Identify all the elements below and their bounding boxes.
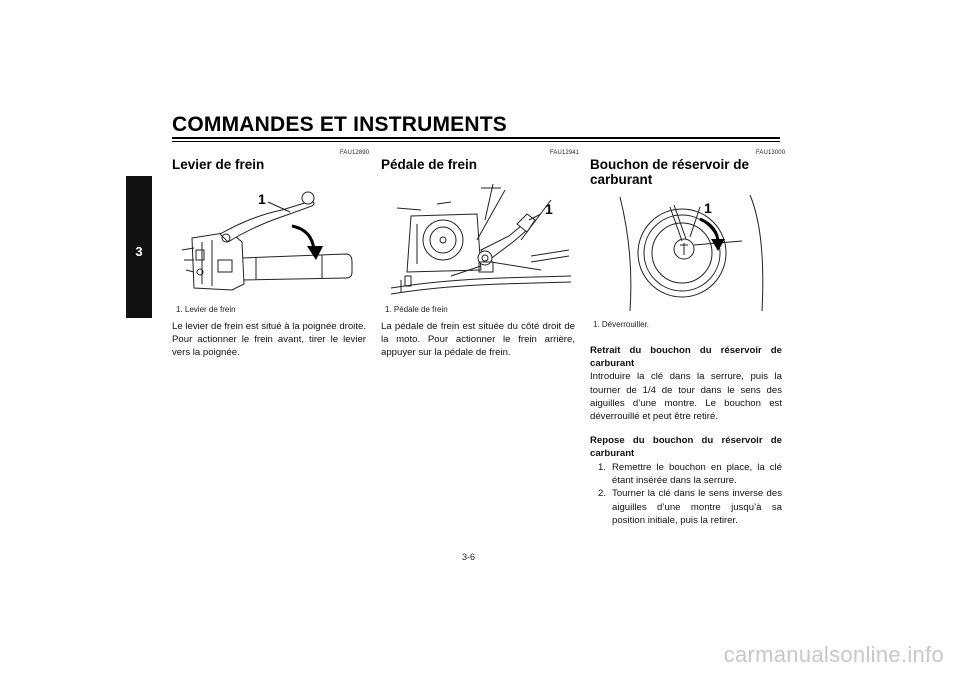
removal-section — [590, 344, 782, 423]
page-number: 3-6 — [462, 552, 476, 562]
removal-title: Retrait du bouchon du réservoir de carburant — [590, 345, 782, 370]
section-heading: Levier de frein — [172, 157, 265, 172]
figure-caption: 1. Levier de frein — [176, 305, 236, 314]
page-title: COMMANDES ET INSTRUMENTS — [172, 113, 507, 136]
list-item — [590, 487, 782, 527]
section-body — [381, 320, 575, 360]
step-text: Tourner la clé dans le sens inverse des aiguilles d’une montre jusqu’à sa position initiale, puis la retirer. — [612, 488, 782, 526]
header-rule — [172, 137, 780, 139]
section-code: FAU13000 — [756, 150, 786, 156]
list-item — [590, 461, 782, 487]
section-body-text: Le levier de frein est situé à la poignée droite. Pour actionner le frein avant, tirer le levier vers la poignée. — [172, 321, 366, 359]
brake-pedal-illustration — [381, 180, 575, 298]
step-number: 2. — [598, 488, 607, 500]
figure-caption: 1. Déverrouiller. — [593, 320, 650, 329]
step-number: 1. — [598, 462, 607, 473]
chapter-tab — [126, 176, 152, 318]
section-body-text: La pédale de frein est située du côté droit de la moto. Pour actionner le frein arrière, appuyer sur la pédale de frein. — [381, 321, 575, 359]
watermark: carmanualsonline.info — [723, 642, 944, 667]
header-rule-thin — [172, 141, 780, 142]
install-steps — [590, 461, 782, 527]
step-text: Remettre le bouchon en place, la clé étant insérée dans la serrure. — [612, 462, 782, 487]
install-section — [590, 434, 782, 460]
install-title: Repose du bouchon du réservoir de carburant — [590, 435, 782, 460]
section-heading-line: Bouchon de réservoir de — [590, 157, 750, 172]
section-heading: Pédale de frein — [381, 157, 478, 172]
removal-body: Introduire la clé dans la serrure, puis la tourner de 1/4 de tour dans le sens des aiguilles d’une montre. Le bouchon est déverrouillé et peut être retiré. — [590, 371, 782, 423]
chapter-number: 3 — [135, 244, 143, 259]
callout-1: 1 — [545, 201, 553, 217]
callout-1: 1 — [704, 200, 712, 216]
brake-lever-illustration — [172, 180, 366, 298]
section-heading-line: carburant — [590, 172, 653, 187]
section-code: FAU12890 — [340, 150, 370, 156]
section-heading — [590, 157, 749, 187]
callout-1: 1 — [258, 191, 266, 207]
section-code: FAU12941 — [550, 150, 580, 156]
figure-caption: 1. Pédale de frein — [385, 305, 448, 314]
fuel-cap-illustration — [590, 193, 784, 311]
section-body — [172, 320, 366, 360]
